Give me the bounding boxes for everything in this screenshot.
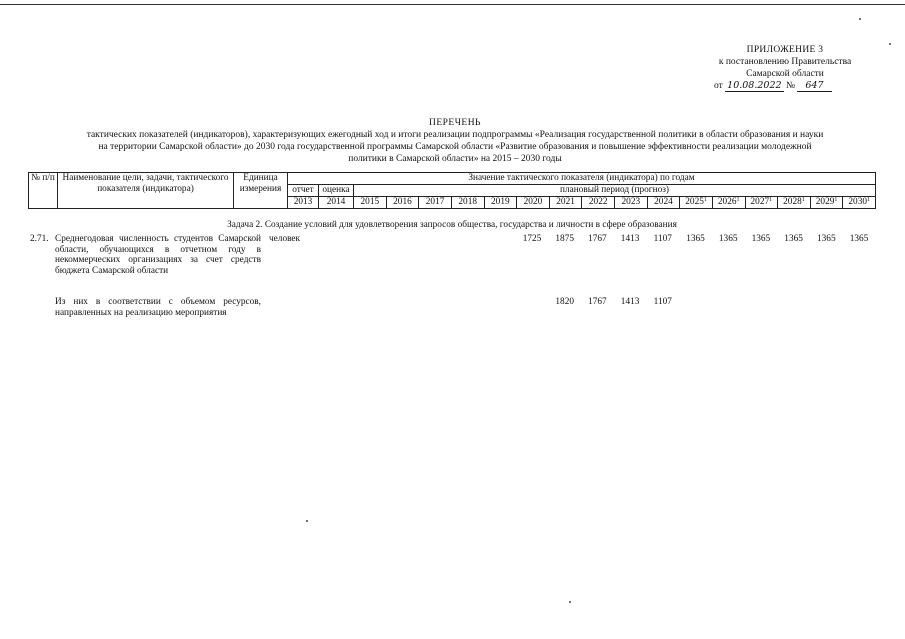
row-value-2023: 1413 — [620, 297, 640, 307]
appendix-block — [700, 44, 870, 92]
sub-estimate-header: оценка — [319, 185, 354, 197]
from-label: от — [714, 81, 723, 91]
year-header-2020: 2020 — [517, 197, 550, 209]
row-value-2024: 1107 — [653, 234, 672, 244]
footnote-mark: 1 — [703, 197, 707, 203]
row-value-2030: 1365 — [849, 234, 869, 244]
scan-speck — [889, 43, 891, 45]
scan-top-border — [0, 4, 905, 5]
row-value-2021: 1875 — [555, 234, 574, 244]
footnote-mark: 1 — [866, 197, 870, 203]
row-value-2029: 1365 — [817, 234, 836, 244]
year-header-2015: 2015 — [354, 197, 387, 209]
scan-speck — [859, 18, 861, 20]
year-header-2022: 2022 — [582, 197, 615, 209]
year-header-2017: 2017 — [419, 197, 452, 209]
sub-report-header: отчет — [288, 185, 319, 197]
document-heading — [40, 117, 870, 165]
heading-line-1: тактических показателей (индикаторов), характеризующих ежегодный ход и итоги реализации подпрограммы «Реализация государственной политики в области образования и науки — [86, 130, 824, 140]
appendix-signature-line — [700, 80, 870, 92]
year-header-2024: 2024 — [647, 197, 680, 209]
col-name-header: Наименование цели, задачи, тактического показателя (индикатора) — [58, 173, 234, 209]
row-value-2028: 1365 — [784, 234, 803, 244]
row-value-2025: 1365 — [686, 234, 705, 244]
appendix-title: ПРИЛОЖЕНИЕ 3 — [746, 45, 824, 55]
footnote-mark: 1 — [769, 197, 773, 203]
year-header-2026: 2026$^1$ — [712, 197, 745, 209]
handwritten-date: 10.08.2022 — [727, 80, 782, 91]
row-value-2026: 1365 — [718, 234, 738, 244]
footnote-mark: 1 — [834, 197, 838, 203]
sub-plan-header: плановый период (прогноз) — [354, 185, 876, 197]
indicators-table-header — [28, 172, 876, 209]
row-indicator-name: Среднегодовая численность студентов Самарской области, обучающихся в отчетном году в некоммерческих организациях за счет средств бюджета Самарской области — [55, 234, 261, 276]
year-header-2014: 2014 — [319, 197, 354, 209]
appendix-line-2: Самарской области — [746, 69, 824, 79]
row-number: 2.71. — [30, 234, 49, 244]
year-header-2030: 2030$^1$ — [843, 197, 876, 209]
number-label: № — [785, 81, 796, 91]
row-value-2024: 1107 — [653, 297, 672, 307]
appendix-line-1: к постановлению Правительства — [718, 57, 852, 67]
row-value-2021: 1820 — [555, 297, 574, 307]
year-header-2013: 2013 — [288, 197, 319, 209]
footnote-mark: 1 — [801, 197, 805, 203]
year-header-2023: 2023 — [615, 197, 648, 209]
heading-line-2: на территории Самарской области» до 2030 года государственной программы Самарской области «Развитие образования и повышение эффективности реализации молодежной — [98, 142, 812, 152]
row-unit: человек — [269, 234, 301, 244]
row-indicator-name: Из них в соответствии с объемом ресурсов, направленных на реализацию мероприятия — [55, 297, 261, 318]
row-value-2022: 1767 — [588, 234, 607, 244]
row-value-2027: 1365 — [751, 234, 771, 244]
heading-title: ПЕРЕЧЕНЬ — [428, 118, 482, 128]
heading-line-3: политики в Самарской области» на 2015 – 2030 годы — [348, 154, 562, 164]
scan-speck — [306, 520, 308, 522]
col-unit-header: Единица измерения — [234, 173, 288, 209]
row-value-2020: 1725 — [522, 234, 542, 244]
year-header-2021: 2021 — [549, 197, 582, 209]
year-header-2016: 2016 — [386, 197, 419, 209]
year-header-2027: 2027$^1$ — [745, 197, 778, 209]
footnote-mark: 1 — [736, 197, 740, 203]
col-values-header: Значение тактического показателя (индикатора) по годам — [288, 173, 876, 185]
year-header-2028: 2028$^1$ — [778, 197, 811, 209]
col-num-header: № п/п — [29, 173, 58, 209]
year-header-2019: 2019 — [484, 197, 517, 209]
year-header-2018: 2018 — [451, 197, 484, 209]
scan-speck — [569, 601, 571, 603]
year-header-2025: 2025$^1$ — [680, 197, 713, 209]
task-heading: Задача 2. Создание условий для удовлетворения запросов общества, государства и личности в сфере образования — [227, 220, 677, 230]
year-header-2029: 2029$^1$ — [810, 197, 843, 209]
row-value-2022: 1767 — [588, 297, 607, 307]
row-value-2023: 1413 — [620, 234, 640, 244]
handwritten-number: 647 — [797, 80, 831, 92]
